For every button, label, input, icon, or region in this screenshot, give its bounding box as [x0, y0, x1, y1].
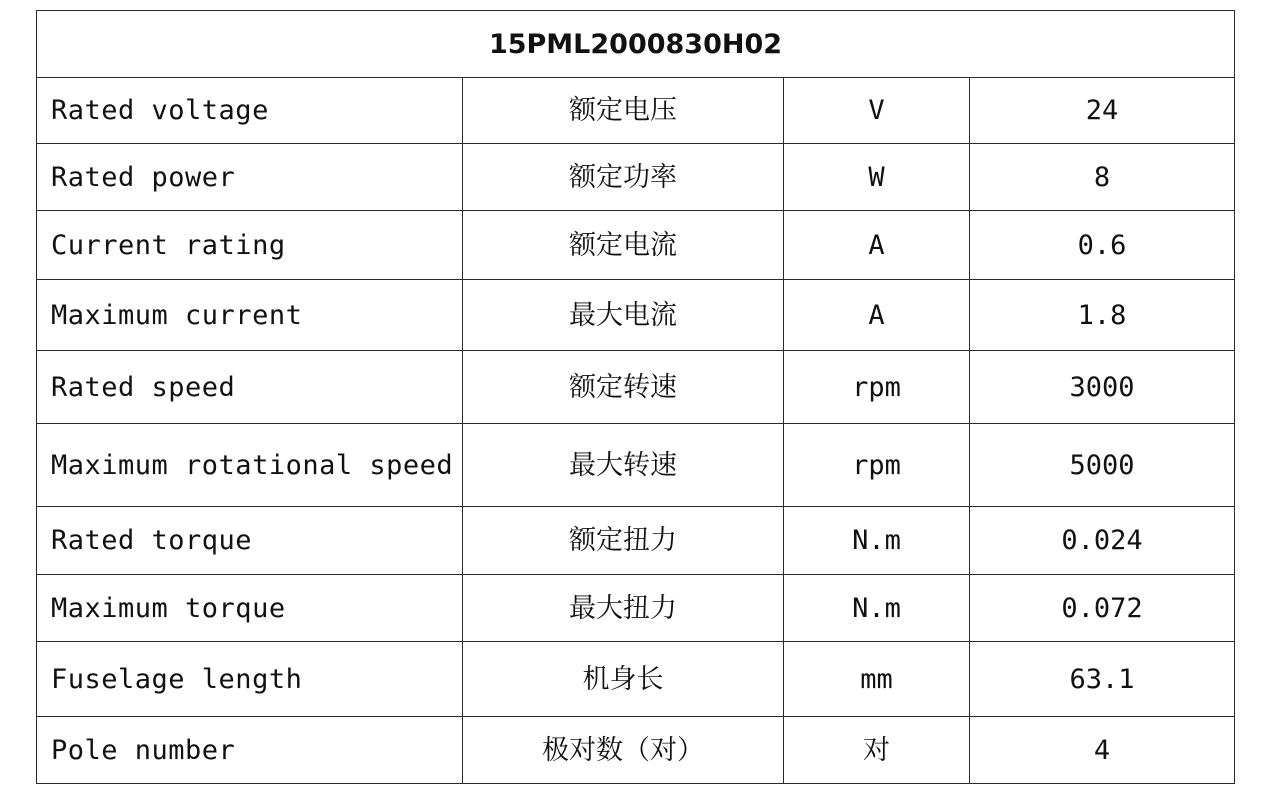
- param-value: 3000: [970, 351, 1235, 424]
- param-name-en: Rated power: [37, 144, 463, 211]
- table-row: [37, 351, 1235, 424]
- table-title: 15PML2000830H02: [37, 11, 1235, 78]
- param-name-cn: 最大转速: [463, 424, 784, 507]
- spec-table: [36, 10, 1235, 784]
- param-unit: N.m: [784, 575, 970, 642]
- param-unit: A: [784, 280, 970, 351]
- table-row: [37, 507, 1235, 575]
- param-value: 4: [970, 717, 1235, 784]
- param-unit: rpm: [784, 424, 970, 507]
- param-name-cn: 机身长: [463, 642, 784, 717]
- param-value: 0.072: [970, 575, 1235, 642]
- param-name-cn: 额定转速: [463, 351, 784, 424]
- table-row: [37, 424, 1235, 507]
- param-name-en: Rated voltage: [37, 78, 463, 144]
- param-name-en: Current rating: [37, 211, 463, 280]
- param-name-en: Rated speed: [37, 351, 463, 424]
- table-row: [37, 717, 1235, 784]
- param-name-cn: 额定电流: [463, 211, 784, 280]
- table-row: [37, 211, 1235, 280]
- param-value: 1.8: [970, 280, 1235, 351]
- param-value: 0.024: [970, 507, 1235, 575]
- param-unit: V: [784, 78, 970, 144]
- table-row: [37, 144, 1235, 211]
- param-value: 24: [970, 78, 1235, 144]
- param-unit: mm: [784, 642, 970, 717]
- param-name-en: Fuselage length: [37, 642, 463, 717]
- table-row: [37, 642, 1235, 717]
- param-name-en: Maximum current: [37, 280, 463, 351]
- param-value: 5000: [970, 424, 1235, 507]
- param-name-en: Pole number: [37, 717, 463, 784]
- param-unit: N.m: [784, 507, 970, 575]
- table-row: [37, 78, 1235, 144]
- param-value: 0.6: [970, 211, 1235, 280]
- param-unit: rpm: [784, 351, 970, 424]
- param-name-cn: 极对数（对）: [463, 717, 784, 784]
- param-name-en: Rated torque: [37, 507, 463, 575]
- param-unit: A: [784, 211, 970, 280]
- param-name-cn: 额定功率: [463, 144, 784, 211]
- param-value: 63.1: [970, 642, 1235, 717]
- param-name-cn: 额定扭力: [463, 507, 784, 575]
- table-row: [37, 575, 1235, 642]
- param-name-cn: 最大扭力: [463, 575, 784, 642]
- param-unit: W: [784, 144, 970, 211]
- param-name-en: Maximum rotational speed: [37, 424, 463, 507]
- table-row: [37, 280, 1235, 351]
- param-unit: 对: [784, 717, 970, 784]
- param-name-cn: 额定电压: [463, 78, 784, 144]
- param-name-cn: 最大电流: [463, 280, 784, 351]
- table-title-row: [37, 11, 1235, 78]
- param-value: 8: [970, 144, 1235, 211]
- param-name-en: Maximum torque: [37, 575, 463, 642]
